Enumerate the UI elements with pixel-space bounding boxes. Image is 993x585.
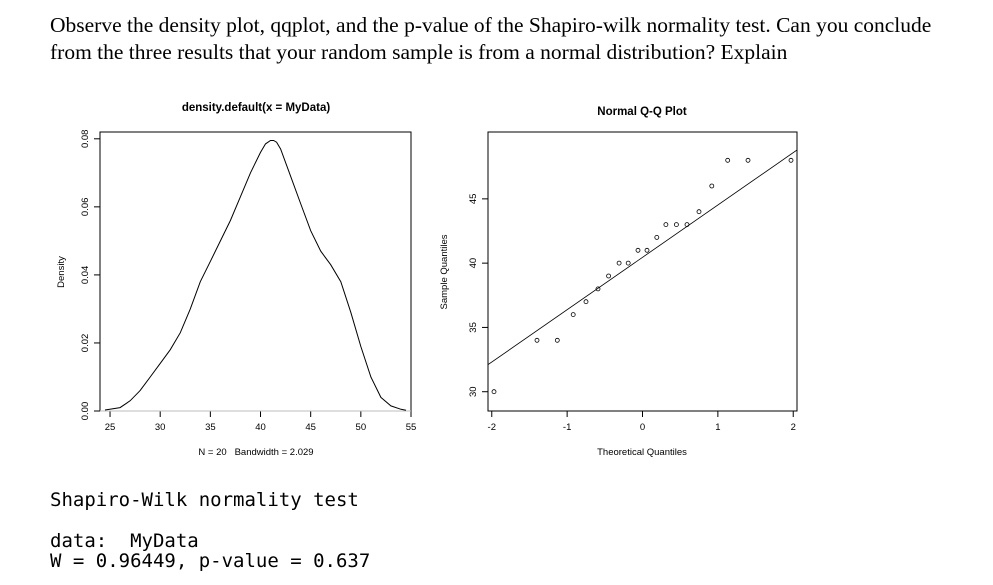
density-y-label: Density xyxy=(56,256,67,288)
density-x-tick-label: 45 xyxy=(305,422,316,433)
qq-point xyxy=(674,223,678,227)
qq-point xyxy=(607,274,611,278)
qq-points xyxy=(492,158,793,393)
qq-x-label: Theoretical Quantiles xyxy=(597,447,687,458)
qq-point xyxy=(571,313,575,317)
shapiro-title: Shapiro-Wilk normality test xyxy=(50,489,359,511)
density-y-axis xyxy=(80,130,100,421)
shapiro-data-line: data: MyData xyxy=(50,530,199,552)
density-y-tick-label: 0.06 xyxy=(80,197,91,217)
qq-point xyxy=(535,338,539,342)
density-curve xyxy=(105,141,406,411)
qq-point xyxy=(555,338,559,342)
qq-point xyxy=(655,235,659,239)
qq-point xyxy=(584,300,588,304)
density-y-tick-label: 0.08 xyxy=(80,129,91,149)
qq-x-tick-label: 2 xyxy=(790,422,796,433)
qq-point xyxy=(626,261,630,265)
qq-y-label: Sample Quantiles xyxy=(439,234,450,310)
qq-point xyxy=(492,390,496,394)
density-x-tick-label: 50 xyxy=(355,422,367,433)
qq-x-tick-label: 0 xyxy=(639,422,646,433)
question-line-1: Observe the density plot, qqplot, and the p-value of the Shapiro-wilk normality test. Can you conclude xyxy=(50,13,932,37)
density-y-tick-label: 0.04 xyxy=(80,265,91,285)
qq-plot xyxy=(439,106,801,458)
qq-y-tick-label: 35 xyxy=(468,322,479,333)
qq-reference-line xyxy=(484,147,801,367)
density-x-tick-label: 25 xyxy=(104,422,116,433)
density-plot-frame xyxy=(100,132,411,411)
density-y-tick-label: 0.00 xyxy=(80,401,91,421)
density-plot-title: density.default(x = MyData) xyxy=(181,102,331,114)
density-plot xyxy=(56,102,416,458)
density-x-label: N = 20 Bandwidth = 2.029 xyxy=(198,447,314,458)
qq-plot-title: Normal Q-Q Plot xyxy=(597,106,687,118)
qq-y-tick-label: 45 xyxy=(468,193,479,205)
qq-point xyxy=(746,158,750,162)
density-x-axis xyxy=(105,411,417,433)
qq-y-tick-label: 30 xyxy=(468,386,479,398)
qq-point xyxy=(645,248,649,252)
qq-y-axis xyxy=(468,194,488,397)
qq-point xyxy=(697,210,701,214)
qq-plot-frame xyxy=(488,132,797,411)
qq-x-tick-label: 1 xyxy=(715,422,721,433)
qq-x-axis xyxy=(488,411,796,433)
density-x-tick-label: 30 xyxy=(154,422,166,433)
qq-point xyxy=(789,158,793,162)
density-x-tick-label: 35 xyxy=(205,422,216,433)
density-x-tick-label: 55 xyxy=(405,422,417,433)
qq-point xyxy=(710,184,714,188)
question-line-2: from the three results that your random sample is from a normal distribution? Explain xyxy=(50,40,788,64)
density-y-tick-label: 0.02 xyxy=(80,333,91,353)
density-x-tick-label: 40 xyxy=(255,422,266,433)
qq-point xyxy=(617,261,621,265)
shapiro-result-line: W = 0.96449, p-value = 0.637 xyxy=(50,550,371,572)
qq-x-tick-label: -1 xyxy=(562,422,572,433)
qq-y-tick-label: 40 xyxy=(468,257,479,269)
qq-point xyxy=(726,158,730,162)
qq-x-tick-label: -2 xyxy=(487,422,496,433)
qq-point xyxy=(664,223,668,227)
qq-point xyxy=(636,248,640,252)
